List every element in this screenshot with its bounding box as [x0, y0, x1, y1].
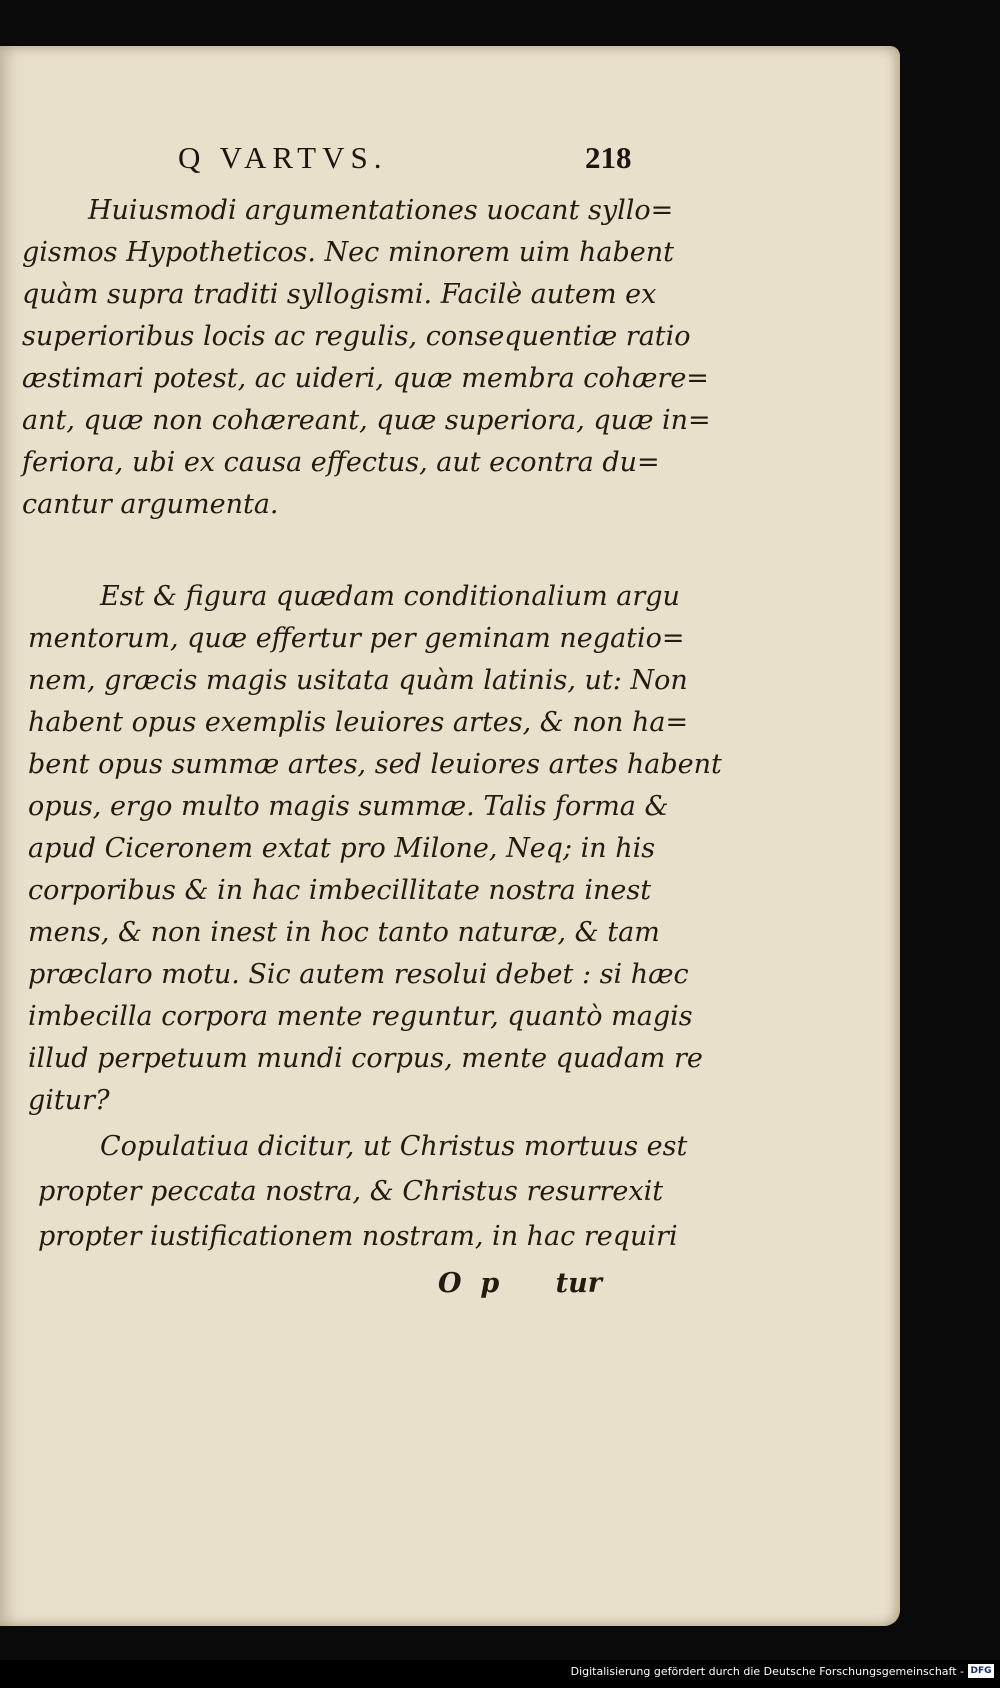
running-head	[0, 140, 900, 184]
text-line: præclaro motu. Sic autem resolui debet : si hæc	[28, 959, 689, 990]
text-line: propter peccata nostra, & Christus resurrexit	[38, 1176, 664, 1207]
running-title: Q VARTVS.	[178, 140, 388, 175]
dfg-logo-icon: DFG	[968, 1664, 994, 1678]
text-line: gitur?	[28, 1085, 110, 1116]
text-line: Est & figura quædam conditionalium argu	[100, 581, 680, 612]
text-line: propter iustificationem nostram, in hac requiri	[38, 1221, 678, 1252]
text-line: apud Ciceronem extat pro Milone, Neq; in his	[28, 833, 656, 864]
text-line: Copulatiua dicitur, ut Christus mortuus est	[100, 1131, 688, 1162]
text-line: quàm supra traditi syllogismi. Facilè autem ex	[22, 279, 657, 310]
text-line: nem, græcis magis usitata quàm latinis, ut: Non	[28, 665, 688, 696]
text-line: opus, ergo multo magis summæ. Talis forma &	[28, 791, 669, 822]
footer-credit: Digitalisierung gefördert durch die Deutsche Forschungsgemeinschaft -	[570, 1665, 964, 1678]
text-line: corporibus & in hac imbecillitate nostra inest	[28, 875, 652, 906]
text-line: mens, & non inest in hoc tanto naturæ, & tam	[28, 917, 660, 948]
text-line: habent opus exemplis leuiores artes, & non ha=	[28, 707, 689, 738]
footer-bar	[0, 1660, 1000, 1688]
text-line: ant, quæ non cohæreant, quæ superiora, quæ in=	[22, 405, 711, 436]
catchword: O p tur	[438, 1268, 602, 1299]
text-line: imbecilla corpora mente reguntur, quantò magis	[28, 1001, 693, 1032]
text-line: illud perpetuum mundi corpus, mente quadam re	[28, 1043, 703, 1074]
text-line: bent opus summæ artes, sed leuiores artes habent	[28, 749, 722, 780]
text-line: cantur argumenta.	[22, 489, 279, 520]
page-number: 218	[585, 140, 632, 175]
text-line: superioribus locis ac regulis, consequentiæ ratio	[22, 321, 691, 352]
text-line: feriora, ubi ex causa effectus, aut econtra du=	[22, 447, 660, 478]
text-line: æstimari potest, ac uideri, quæ membra cohære=	[22, 363, 709, 394]
text-line: Huiusmodi argumentationes uocant syllo=	[88, 195, 674, 226]
text-line: mentorum, quæ effertur per geminam negatio=	[28, 623, 685, 654]
text-line: gismos Hypotheticos. Nec minorem uim habent	[22, 237, 674, 268]
